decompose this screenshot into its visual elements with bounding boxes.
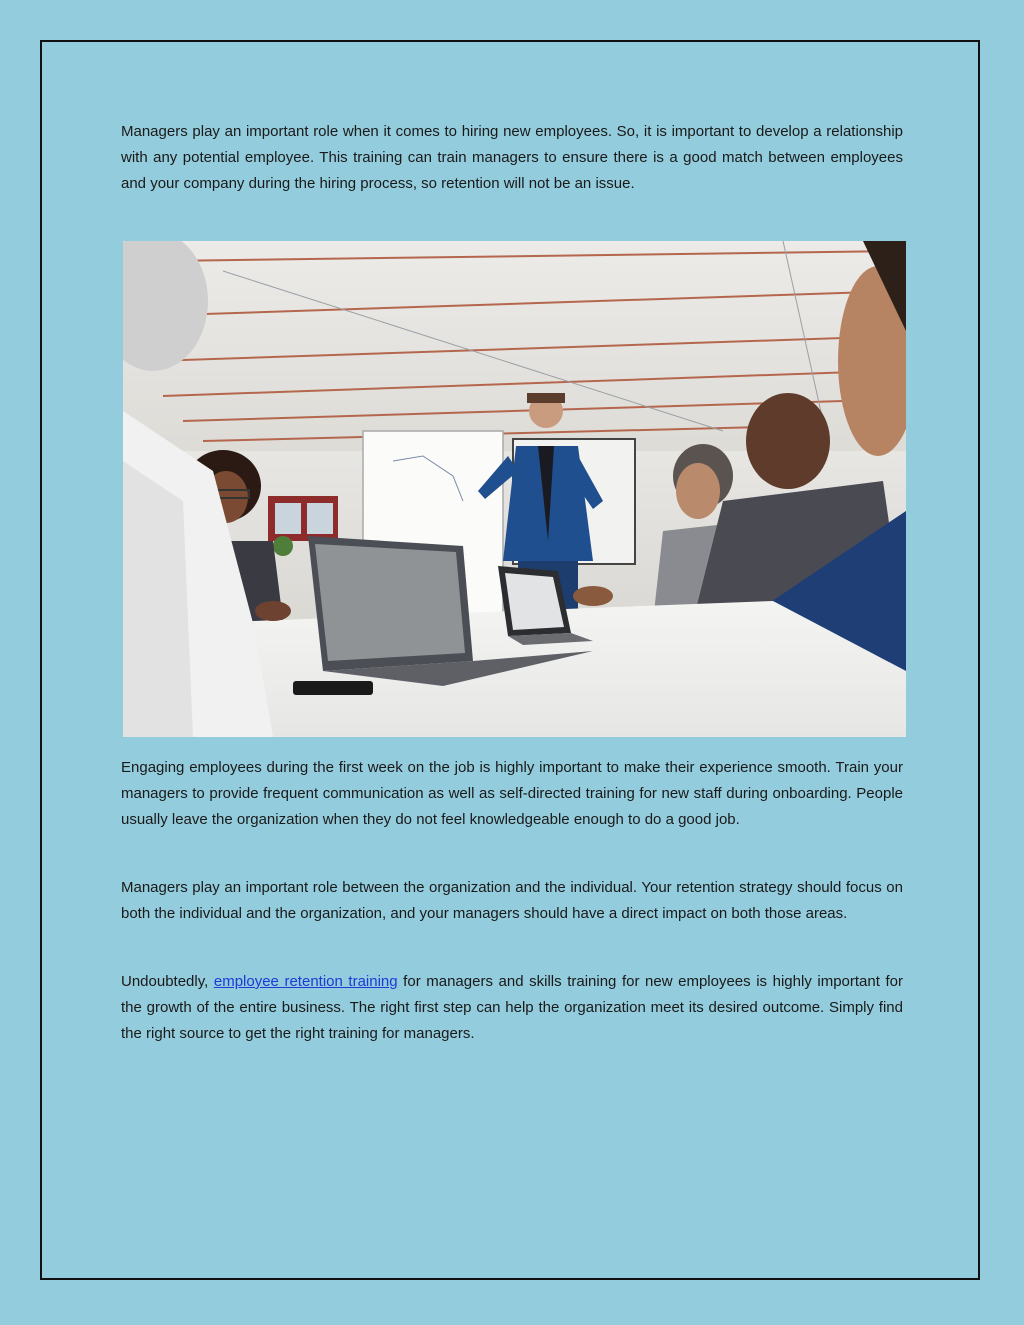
conclusion-text-end: for managers and skills training for new employees is highly important for the growth of the entire business. The right first step can help the organization meet its desired outcome. Simply find the right source to get the right training for managers.: [121, 973, 903, 1042]
strategy-paragraph: Managers play an important role between the organization and the individual. Your retention strategy should focus on both the individual and the organization, and your managers should have a direct impact on both those areas.: [121, 879, 903, 922]
employee-retention-training-link[interactable]: employee retention training: [213, 973, 398, 990]
conclusion-text-start: Undoubtedly,: [121, 973, 214, 990]
conclusion-paragraph: [121, 969, 903, 1047]
meeting-photo: [123, 241, 906, 737]
intro-paragraph: Managers play an important role when it comes to hiring new employees. So, it is important to develop a relationship with any potential employee. This training can train managers to ensure there is a good match between employees and your company during the hiring process, so retention will not be an issue.: [121, 123, 903, 192]
onboarding-paragraph: Engaging employees during the first week on the job is highly important to make their experience smooth. Train your managers to provide frequent communication as well as self-directed training for new staff during onboarding. People usually leave the organization when they do not feel knowledgeable enough to do a good job.: [121, 759, 903, 828]
